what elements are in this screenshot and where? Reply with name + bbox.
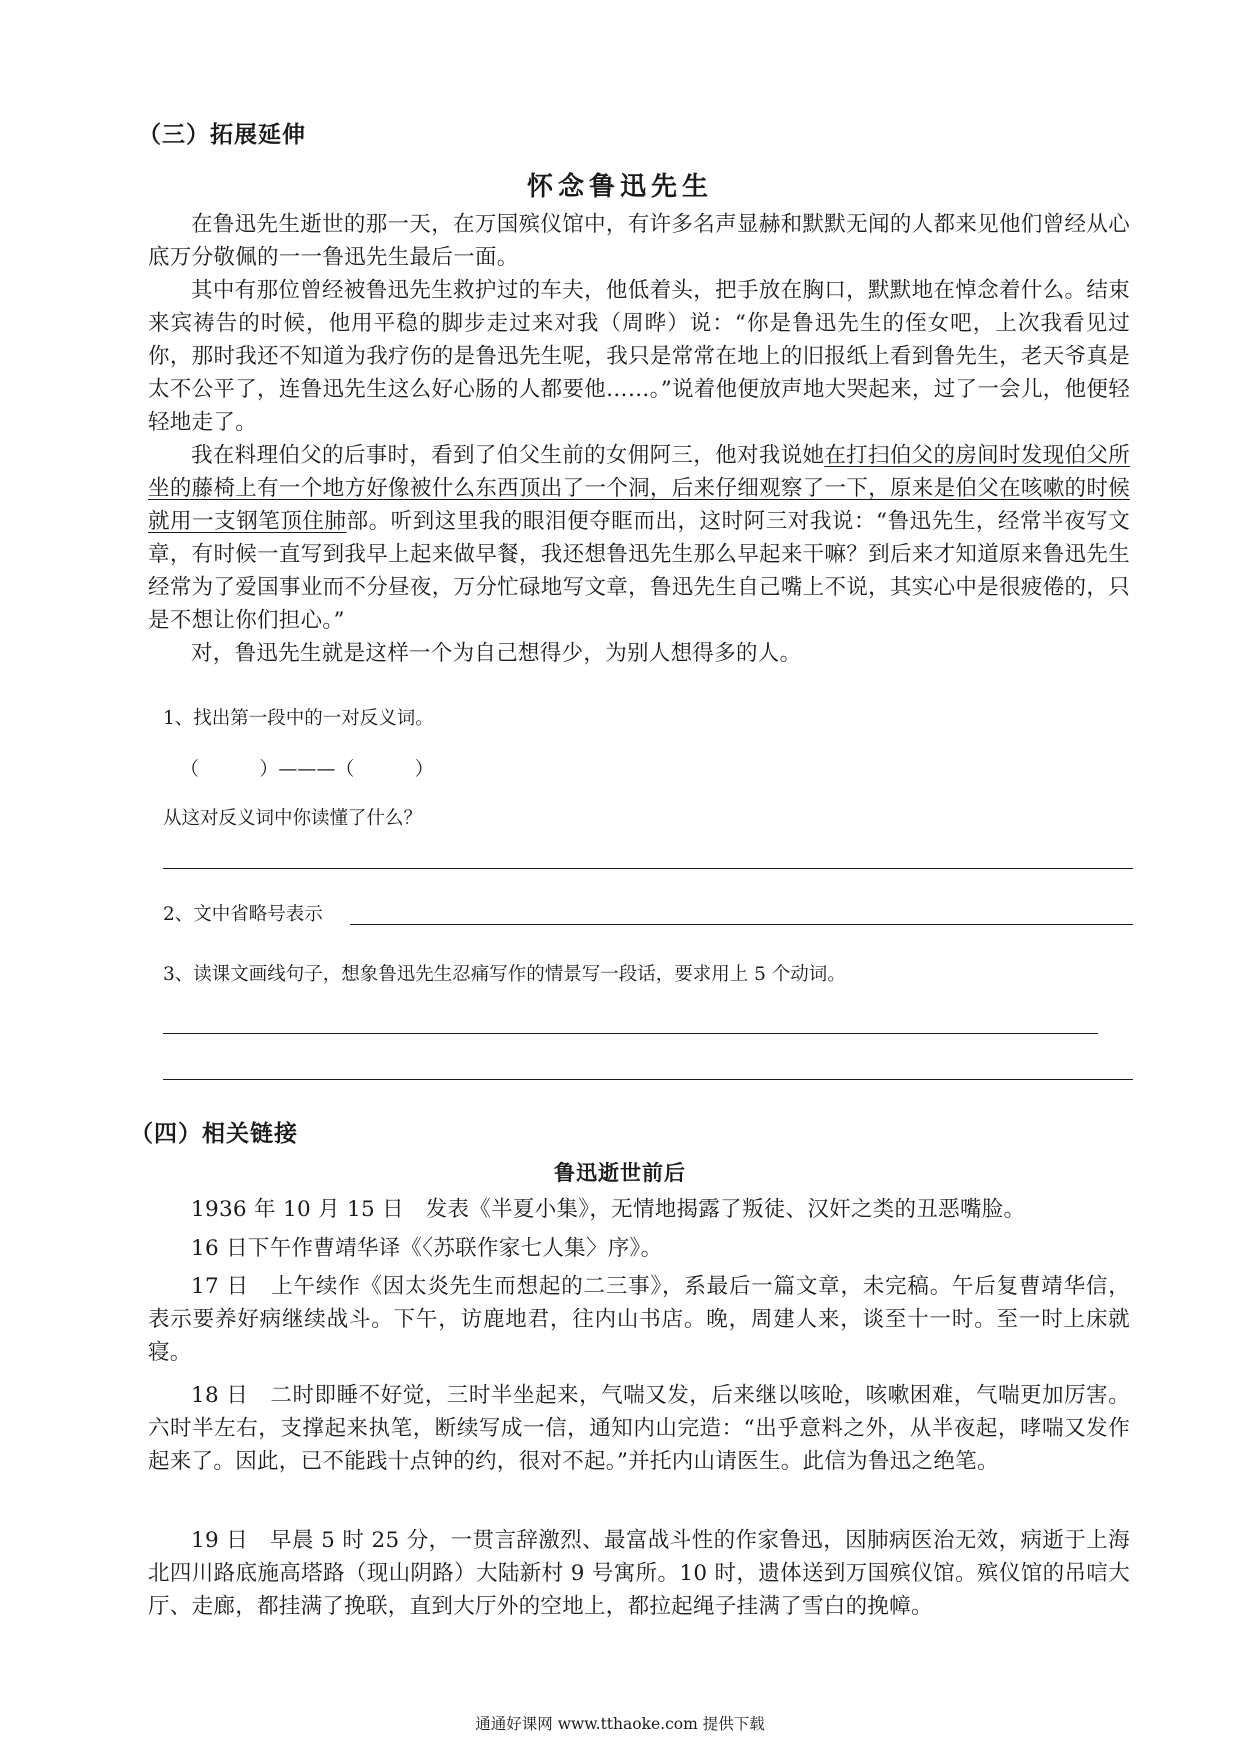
chronology-title: 鲁迅逝世前后 bbox=[554, 1161, 686, 1185]
article-paragraph-3 bbox=[148, 439, 1130, 637]
antonym-blank-pair: （ ）———（ ） bbox=[180, 758, 434, 780]
paragraph-3-rest: 部。听到这里我的眼泪便夺眶而出，这时阿三对我说：“鲁迅先生，经常半夜写文章，有时候一直写到我早上起来做早餐，我还想鲁迅先生那么早起来干嘛？到后来才知道原来鲁迅先生经常为了爱国事业而不分昼夜，万分忙碌地写文章，鲁迅先生自己嘴上不说，其实心中是很疲倦的，只是不想让你们担心。” bbox=[148, 509, 1131, 633]
chronology-entry-oct17: 17 日 上午续作《因太炎先生而想起的二三事》，系最后一篇文章，未完稿。午后复曹靖华信，表示要养好病继续战斗。下午，访鹿地君，往内山书店。晚，周建人来，谈至十一时。至一时上床就寝。 bbox=[148, 1274, 1130, 1365]
article-title: 怀念鲁迅先生 bbox=[526, 172, 713, 202]
answer-line-3b[interactable] bbox=[163, 1079, 1133, 1080]
chronology-entry-oct19: 19 日 早晨 5 时 25 分，一贯言辞激烈、最富战斗性的作家鲁迅，因肺病医治无效，病逝于上海北四川路底施高塔路（现山阴路）大陆新村 9 号寓所。10 时，遗体送到万国殡仪馆。殡仪馆的吊唁大厅、走廊，都挂满了挽联，直到大厅外的空地上，都拉起绳子挂满了雪白的挽幛。 bbox=[148, 1528, 1130, 1619]
question-3: 3、读课文画线句子，想象鲁迅先生忍痛写作的情景写一段话，要求用上 5 个动词。 bbox=[163, 964, 846, 985]
answer-line-2[interactable] bbox=[350, 924, 1133, 925]
question-1: 1、找出第一段中的一对反义词。 bbox=[163, 708, 434, 729]
section-heading-related-links: （四）相关链接 bbox=[130, 1121, 298, 1147]
chronology-entry-oct18: 18 日 二时即睡不好觉，三时半坐起来，气喘又发，后来继以咳呛，咳嗽困难，气喘更加厉害。六时半左右，支撑起来执笔，断续写成一信，通知内山完造：“出乎意料之外，从半夜起，哮喘又发作起来了。因此，已不能践十点钟的约，很对不起。”并托内山请医生。此信为鲁迅之绝笔。 bbox=[148, 1383, 1130, 1474]
answer-line-3a[interactable] bbox=[163, 1033, 1098, 1034]
chronology-entry-oct15: 1936 年 10 月 15 日 发表《半夏小集》，无情地揭露了叛徒、汉奸之类的丑恶嘴脸。 bbox=[191, 1197, 1026, 1222]
chronology-entry-oct16: 16 日下午作曹靖华译《〈苏联作家七人集〉序》。 bbox=[191, 1236, 663, 1261]
article-paragraph-4: 对，鲁迅先生就是这样一个为自己想得少，为别人想得多的人。 bbox=[191, 641, 802, 666]
article-paragraph-1: 在鲁迅先生逝世的那一天，在万国殡仪馆中，有许多名声显赫和默默无闻的人都来见他们曾经从心底万分敬佩的一一鲁迅先生最后一面。 bbox=[148, 212, 1130, 270]
footer-credit: 通通好课网 www.tthaoke.com 提供下载 bbox=[475, 1715, 765, 1733]
article-paragraph-2: 其中有那位曾经被鲁迅先生救护过的车夫，他低着头，把手放在胸口，默默地在悼念着什么。结束来宾祷告的时候，他用平稳的脚步走过来对我（周晔）说：“你是鲁迅先生的侄女吧，上次我看见过你，那时我还不知道为我疗伤的是鲁迅先生呢，我只是常常在地上的旧报纸上看到鲁先生，老天爷真是太不公平了，连鲁迅先生这么好心肠的人都要他……。”说着他便放声地大哭起来，过了一会儿，他便轻轻地走了。 bbox=[148, 278, 1130, 435]
underlined-sentence: 在打扫伯父的房间时发现伯父所坐的藤椅上有一个地方好像被什么东西顶出了一个洞，后来仔细观察了一下，原来是伯父在咳嗽的时候就用一支钢笔顶住肺 bbox=[148, 443, 1131, 534]
section-heading-extension: （三）拓展延伸 bbox=[138, 122, 306, 148]
answer-line-1[interactable] bbox=[163, 868, 1133, 869]
question-2: 2、文中省略号表示 bbox=[163, 904, 323, 925]
paragraph-3-lead: 我在料理伯父的后事时，看到了伯父生前的女佣阿三，他对我说她 bbox=[191, 443, 825, 468]
question-1-followup: 从这对反义词中你读懂了什么？ bbox=[163, 808, 423, 829]
